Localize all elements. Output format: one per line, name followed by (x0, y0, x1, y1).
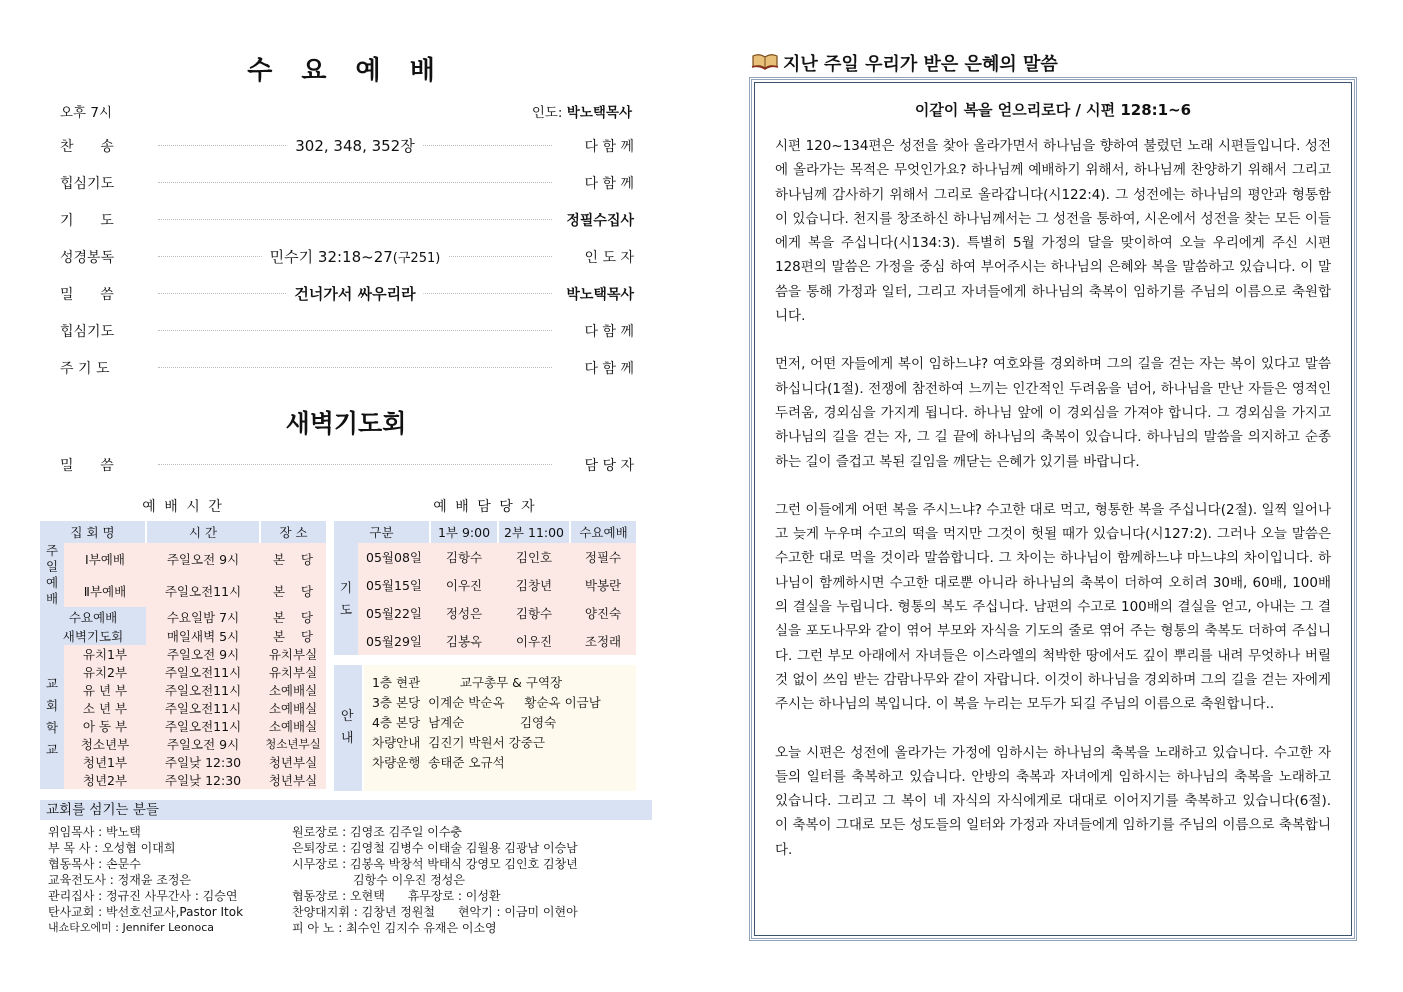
wednesday-order (40, 127, 652, 386)
duty-caption: 예 배 담 당 자 (433, 499, 537, 515)
schedule-caption: 예 배 시 간 (142, 499, 224, 515)
duty-table: 구분 1부 9:00 2부 11:00 수요예배 기도 05월08일 김항수 김인호 정필수 05월15일 이우진 김창년 박봉란 05월22일 정성은 김항수 양진숙 05월29일 김봉옥 이우진 조정래 (334, 521, 636, 665)
sermon-title: 이같이 복을 얻으리로다 / 시편 128:1~6 (914, 101, 1192, 119)
order-row: 성경봉독 민수기 32:18~27(구251) 인 도 자 (60, 248, 634, 266)
dawn-row: 밀 씀 담 당 자 (60, 457, 634, 474)
guide-label: 안내 (334, 665, 362, 791)
order-row: 주 기 도 다 함 께 (60, 360, 634, 377)
duty-section (334, 496, 636, 791)
school-label: 교회학교 (40, 645, 64, 789)
order-row: 기 도 정필수집사 (60, 212, 634, 229)
order-row: 힙심기도 다 함 께 (60, 175, 634, 192)
staff-heading: 교회를 섬기는 분들 (40, 800, 652, 820)
staff-list: 위임목사 : 박노택 부 목 사 : 오성협 이대희 협동목사 : 손문수 교육전도사 : 정재윤 조정은 관리집사 : 정규진 사무간사 : 김승연 탄사교회 : 박선호선교사,Pastor Itok 내쇼타오에미 : Jennifer Leonoca 원로장로 : 김영조 김주일 이수충 은퇴장로 : 김영철 김병수 이태술 김월용 김광남 이승남 시무장로 : 김봉옥 박창석 박태식 강영모 김인호 김창년 김항수 이우진 정성은 협동장로 : 오현택 휴무장로 : 이성환 찬양대지휘 : 김창년 정원철 현악기 : 이금미 이현아 피 아 노 : 최수인 김지수 유재은 이소영 (48, 825, 578, 935)
wednesday-title: 수 요 예 배 (247, 56, 445, 86)
left-page (40, 50, 652, 980)
prayer-label: 기도 (334, 543, 358, 655)
order-row: 밀 씀 건너가서 싸우리라 박노택목사 (60, 285, 634, 303)
wednesday-time: 오후 7시 (60, 105, 113, 121)
sermon-paragraph: 먼저, 어떤 자들에게 복이 임하느냐? 여호와를 경외하며 그의 길을 걷는 자는 복이 있다고 말씀하십니다(1절). 전쟁에 참전하여 느끼는 인간적인 두려움을 넘어, 하나님을 만난 자들은 영적인 두려움, 경외심을 가지게 됩니다. 하나님 앞에 이 경외심을 가져야 합니다. 그 경외심을 가지고 하나님의 길을 걷는 자, 그 길 끝에 하나님의 축복이 있습니다. 하나님의 말씀을 의지하고 순종하는 길이 즐겁고 복된 길임을 깨닫는 은혜가 있기를 바랍니다. (775, 356, 1331, 470)
guide-list: 1층 현관 교구총무 & 구역장 3층 본당 이계순 박순옥 황순옥 이금남 4층 본당 남계순 김영숙 차량안내 김진기 박원서 강중근 차량운행 송태준 오규석 (364, 665, 636, 791)
open-book-icon (751, 52, 779, 75)
order-row: 힙심기도 다 함 께 (60, 323, 634, 340)
sermon-paragraph: 오늘 시편은 성전에 올라가는 가정에 임하시는 하나님의 축복을 노래하고 있습니다. 수고한 자들의 일터를 축복하고 있습니다. 안방의 축복과 자녀에게 임하시는 하나님의 축복을 노래하고 있습니다. 그리고 그 복이 네 자식의 자식에게로 대대로 이어지기를 축복하고 있습니다(6절). 이 축복이 그대로 모든 성도들의 일터와 가정과 자녀들에게 임하기를 주님의 이름으로 축복합니다. (775, 744, 1331, 858)
guide-box (334, 665, 636, 791)
order-row: 찬 송 302, 348, 352장 다 함 께 (60, 137, 634, 155)
sermon-heading: 지난 주일 우리가 받은 은혜의 말씀 (751, 50, 1355, 76)
wednesday-meta (40, 101, 652, 121)
schedule-table: 집 회 명 시 간 장 소 주일예배 Ⅰ부예배 주일오전 9시 본 당 Ⅱ부예배 주일오전11시 본 당 수요예배 수요일밤 7시 본 당 새벽기도회 매일새벽 5시 본 당 교회학교 유치1부 주일오전 9시 유치부실 유치2부 주일오전11시 유치부실 유 년 부 주일오전11시 소예배실 소 년 부 주일오전11시 소예배실 아 동 부 주일오전11시 소예배실 청소년부 주일오전 9시 청소년부실 청년1부 주일낮 12:30 청년부실 청년2부 주일낮 12:30 청년부실 (40, 521, 326, 789)
sermon-paragraph: 그런 이들에게 어떤 복을 주시느냐? 수고한 대로 먹고, 형통한 복을 주십니다(2절). 일찍 일어나고 늦게 누우며 수고의 떡을 먹지만 그것이 헛될 때가 있습니다(시127:2). 그러나 오늘 말씀은 수고한 대로 먹을 것이라 말씀합니다. 그 차이는 하나님이 함께하느냐 마느냐의 차이입니다. 하나님이 함께하시면 수고한 대로뿐 아니라 하나님의 축복이 더하여 오히려 30배, 60배, 100배의 결실을 누립니다. 형통의 복도 주십니다. 남편의 수고로 100배의 결실을 얻고, 아내는 그 결실을 포도나무와 같이 엮어 부모와 자식을 기도의 줄로 엮어 주는 형통의 축복도 더하여 주십니다. 그런 부모 아래에서 자녀들은 이스라엘의 척박한 땅에서도 깊이 뿌리를 내려 무엇하나 버릴 것 없이 쓰임 받는 감람나무와 같이 자랍니다. 이것이 하나님을 경외하며 그의 길을 걷는 자에게 주시는 하나님의 복입니다. 이 복을 누리는 모두가 되길 주님의 이름으로 축원합니다.. (775, 501, 1331, 713)
sermon-paragraph: 시편 120~134편은 성전을 찾아 올라가면서 하나님을 향하여 불렀던 노래 시편들입니다. 성전에 올라가는 목적은 무엇인가요? 하나님께 예배하기 위해서, 하나님께 찬양하기 위해서 그리고 하나님께 감사하기 위해서 그리로 올라갑니다(시122:4). 그 성전에는 하나님의 평안과 형통함이 있습니다. 천지를 창조하신 하나님께서는 그 성전을 통하여, 시온에서 성전을 찾는 모든 이들에게 복을 주십니다(시134:3). 특별히 5월 가정의 달을 맞이하여 오늘 우리에게 주신 시편 128편의 말씀은 가정을 중심 하여 부어주시는 하나님의 은혜와 복을 말씀하고 있습니다. 이 말씀을 통해 가정과 일터, 그리고 자녀들에게 하나님의 축복이 임하기를 주님의 이름으로 축원합니다. (775, 138, 1331, 325)
wednesday-leader: 인도: 박노택목사 (531, 105, 632, 121)
tables-area (40, 496, 652, 791)
right-page (751, 50, 1355, 939)
dawn-title: 새벽기도회 (285, 409, 407, 438)
sunday-label: 주일예배 (40, 543, 64, 607)
sermon-box (754, 82, 1352, 936)
schedule-section (40, 496, 326, 791)
